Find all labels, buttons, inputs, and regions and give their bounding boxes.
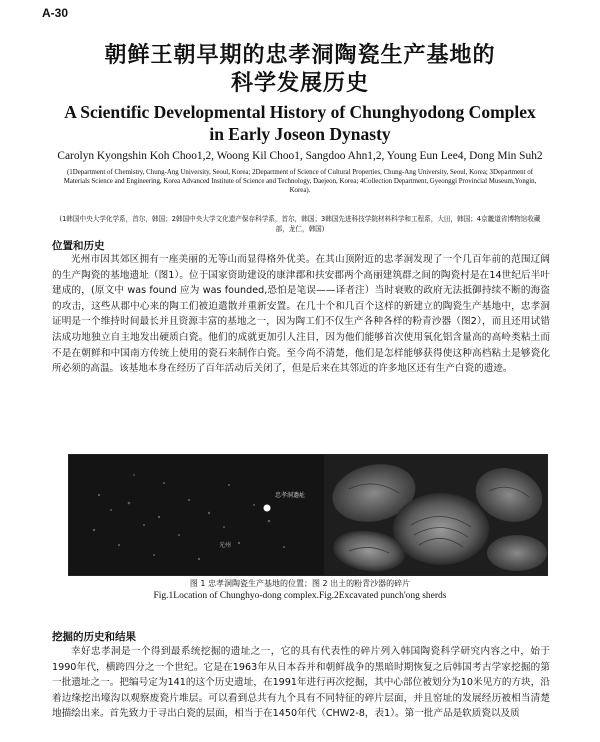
affiliations-en: (1Department of Chemistry, Chung-Ang University, Seoul, Korea; 2Department of Science of Cultural Properties, Chung-Ang University, Seoul, Korea; 3Department of Materials Science and Engineering, Korea Advanced Institute of Science and Technology, Daejeon, Korea; 4Collection Department, Gyeonggi Provincial Museum,Yongin, Korea). [63,169,537,195]
section-heading-excavation: 挖掘的历史和结果 [52,631,136,643]
author-list: Carolyn Kyongshin Koh Choo1,2, Woong Kil Choo1, Sangdoo Ahn1,2, Young Eun Lee4, Dong Min Suh2 [57,150,543,162]
figure-photo-map-and-sherds [68,454,548,576]
site-marker-icon [264,505,271,512]
paragraph-excavation: 幸好忠孝洞是一个得到最系统挖掘的遗址之一，它的具有代表性的碎片列入韩国陶瓷科学研究内容之中，始于1990年代，横跨四分之一个世纪。它是在1963年从日本吞并和朝鲜战争的黑暗时期恢复之后韩国考古学家挖掘的第一批遗址之一。把编号定为141的这个历史遗址，在1991年进行再次挖掘，其中心部位被划分为10米见方的方块，沿着边缘挖出壕沟以观察废瓷片堆层。可以看到总共有九个具有不同特征的碎片层面，并且窑址的发展经历被相当清楚地描绘出来。首先致力于寻出白瓷的层面，相当于在1450年代（CHW2-8，表1）。第一批产品是软质瓷以及质 [52,646,550,720]
figure-caption-en: Fig.1Location of Chunghyo-dong complex.Fig.2Excavated punch'ong sherds [153,591,447,601]
sherd-photo [324,455,547,575]
title-en-line-1: A Scientific Developmental History of Chunghyodong Complex [64,102,536,122]
map-label: 忠孝洞遗址 [275,492,306,499]
affiliations-cn: (1韩国中央大学化学系，首尔，韩国；2韩国中央大学文化遗产保存科学系，首尔，韩国；3韩国先进科技学院材料科学和工程系，大田，韩国；4京畿道省博物馆收藏部，龙仁，韩国) [59,215,541,233]
title-cn-line-1: 朝鲜王朝早期的忠孝洞陶瓷生产基地的 [104,42,496,68]
page-id: A-30 [42,6,69,20]
title-cn-line-2: 科学发展历史 [230,70,369,96]
figure-caption-cn: 图 1 忠孝洞陶瓷生产基地的位置；图 2 出土的粉青沙器的碎片 [189,579,411,588]
section-heading-location: 位置和历史 [52,240,105,252]
title-en-line-2: in Early Joseon Dynasty [209,124,391,144]
map-label-2: 光州 [219,542,232,549]
paragraph-location-history: 光州市因其郊区拥有一座美丽的无等山而显得格外优美。在其山顶附近的忠孝洞发现了一个几百年前的范围辽阔的生产陶瓷的基地遗址（图1）。位于国家资助建设的康津郡和扶安郡两个高丽建筑群之间的陶瓷村是在14世纪后半叶建成的，(原文中 was found 应为 was founded,恐怕是笔误——译者注）当时衰败的政府无法抵御持续不断的海盗的攻击，这些从郡中心来的陶工们被迫遣散并重新安置。在几十个和几百个这样的新建立的陶瓷生产基地中，忠孝洞证明是一个维持时间最长并且资源丰富的基地之一，因为陶工们不仅生产各种各样的粉青沙器（图2），而且还用试错法成功地独立自主地发出硬质白瓷。他们的成就更加引人注目，因为他们能够首次使用氧化铝含量高的高岭类粘土而不是在朝鲜和中国南方传统上使用的瓷石来制作白瓷。至今尚不清楚，他们是怎样能够获得使这种高档粘土是够瓷化所必须的高温。该基地本身在经历了百年活动后关闭了，但是后来在其邻近的许多地区还有生产白瓷的遗迹。 [52,254,550,375]
figure-illustration [69,455,547,575]
